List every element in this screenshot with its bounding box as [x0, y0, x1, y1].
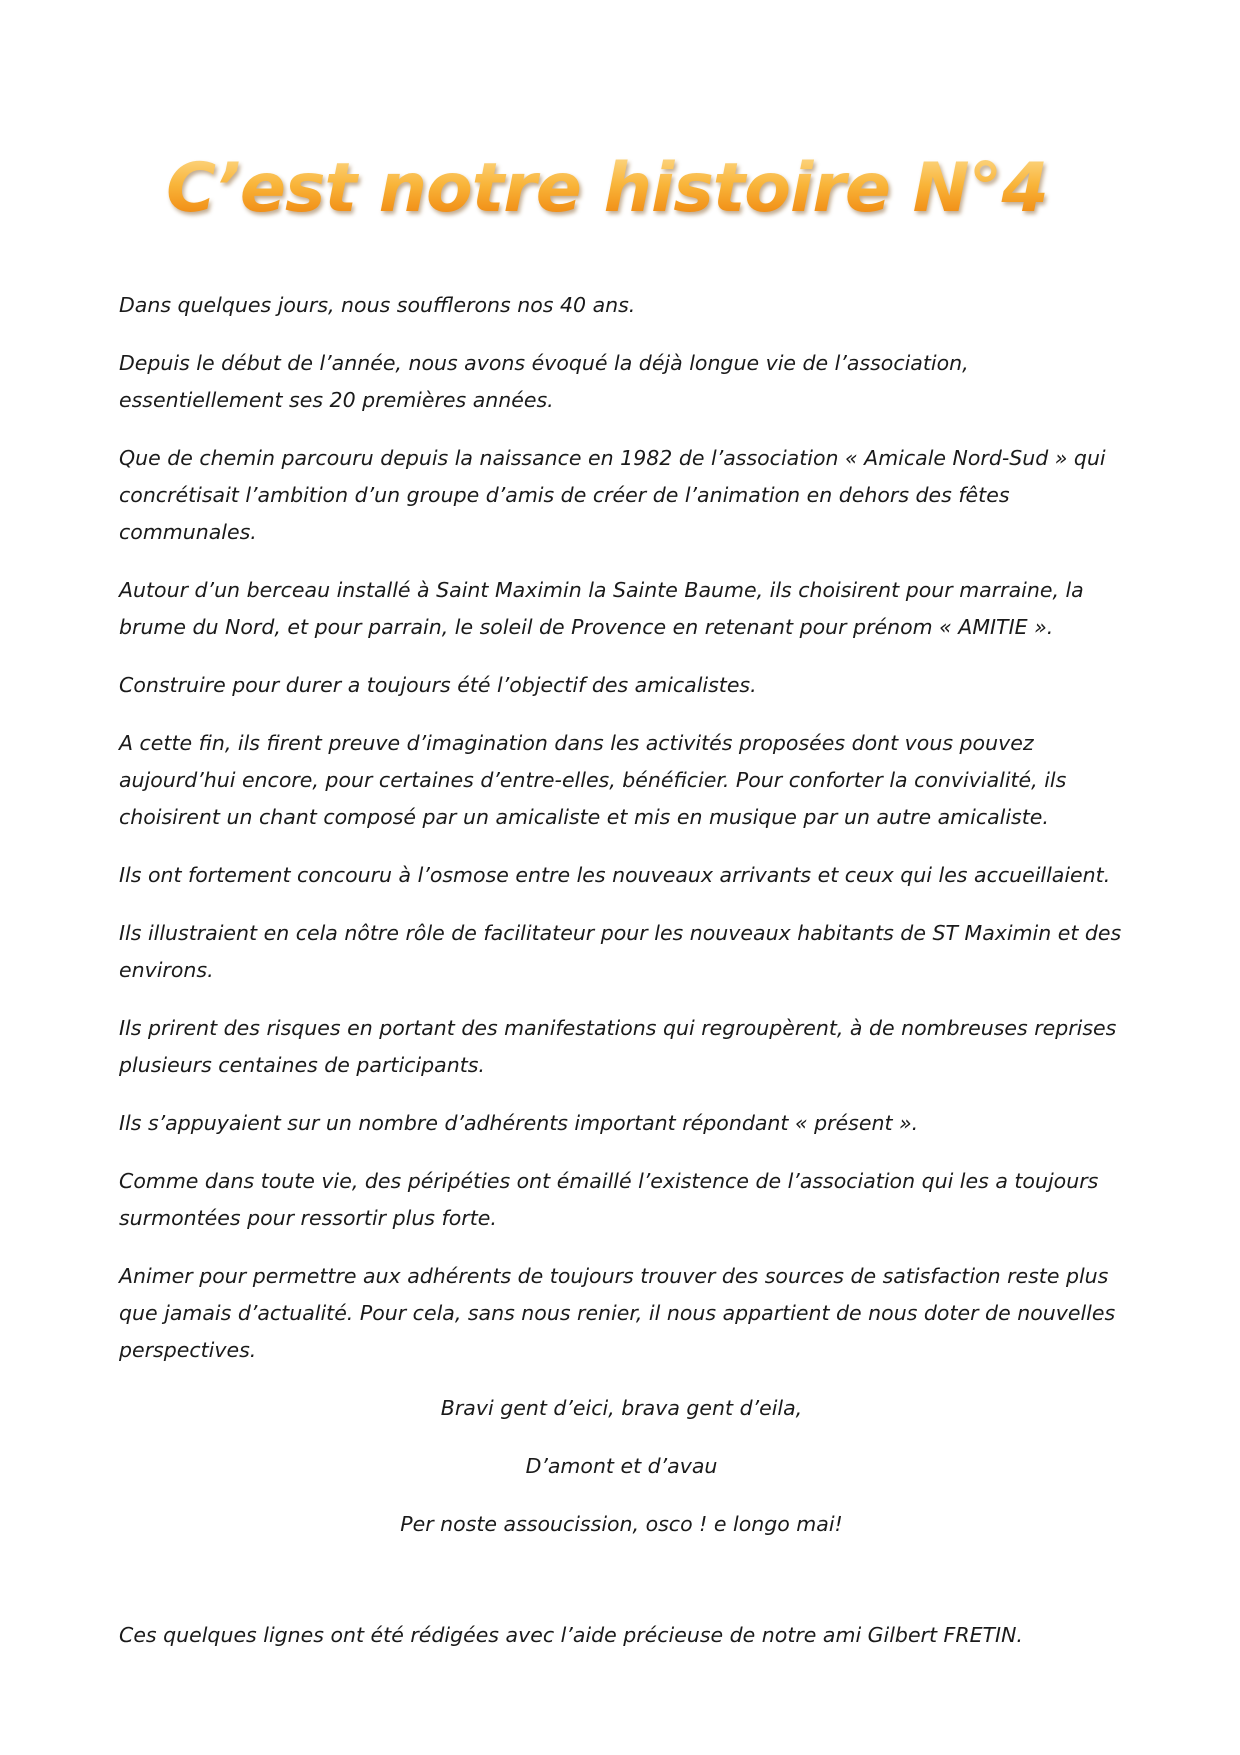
paragraph: A cette fin, ils firent preuve d’imagination dans les activités proposées dont vous pouvez aujourd’hui encore, pour certaines d’entre-elles, bénéficier. Pour conforter la convivialité, ils choisirent un chant composé par un amicaliste et mis en musique par un autre amicaliste.	[119, 731, 1067, 829]
closing-note: Ces quelques lignes ont été rédigées avec l’aide précieuse de notre ami Gilbert FRETIN.	[119, 1623, 1023, 1647]
paragraph: Animer pour permettre aux adhérents de toujours trouver des sources de satisfaction reste plus que jamais d’actualité. Pour cela, sans nous renier, il nous appartient de nous doter de nouvelles perspectives.	[119, 1264, 1116, 1362]
paragraph: Ils illustraient en cela nôtre rôle de facilitateur pour les nouveaux habitants de ST Maximin et des environs.	[119, 921, 1122, 982]
paragraph: Comme dans toute vie, des péripéties ont émaillé l’existence de l’association qui les a toujours surmontées pour ressortir plus forte.	[119, 1169, 1099, 1230]
paragraph: Dans quelques jours, nous soufflerons nos 40 ans.	[119, 293, 636, 317]
verse-line: D’amont et d’avau	[525, 1454, 718, 1478]
paragraph: Construire pour durer a toujours été l’objectif des amicalistes.	[119, 673, 757, 697]
verse-line: Per noste assoucission, osco ! e longo mai!	[400, 1512, 843, 1536]
document-title: C’est notre histoire N°4	[0, 144, 1214, 234]
paragraph: Ils prirent des risques en portant des manifestations qui regroupèrent, à de nombreuses reprises plusieurs centaines de participants.	[119, 1016, 1117, 1077]
verse-line: Bravi gent d’eici, brava gent d’eila,	[440, 1396, 803, 1420]
paragraph: Ils ont fortement concouru à l’osmose entre les nouveaux arrivants et ceux qui les accueillaient.	[119, 863, 1111, 887]
paragraph: Que de chemin parcouru depuis la naissance en 1982 de l’association « Amicale Nord-Sud » qui concrétisait l’ambition d’un groupe d’amis de créer de l’animation en dehors des fêtes communales.	[119, 446, 1106, 544]
paragraph: Ils s’appuyaient sur un nombre d’adhérents important répondant « présent ».	[119, 1111, 919, 1135]
paragraph: Depuis le début de l’année, nous avons évoqué la déjà longue vie de l’association, essentiellement ses 20 premières années.	[119, 351, 969, 412]
document-body	[119, 287, 1124, 1675]
paragraph: Autour d’un berceau installé à Saint Maximin la Sainte Baume, ils choisirent pour marraine, la brume du Nord, et pour parrain, le soleil de Provence en retenant pour prénom « AMITIE ».	[119, 578, 1084, 639]
